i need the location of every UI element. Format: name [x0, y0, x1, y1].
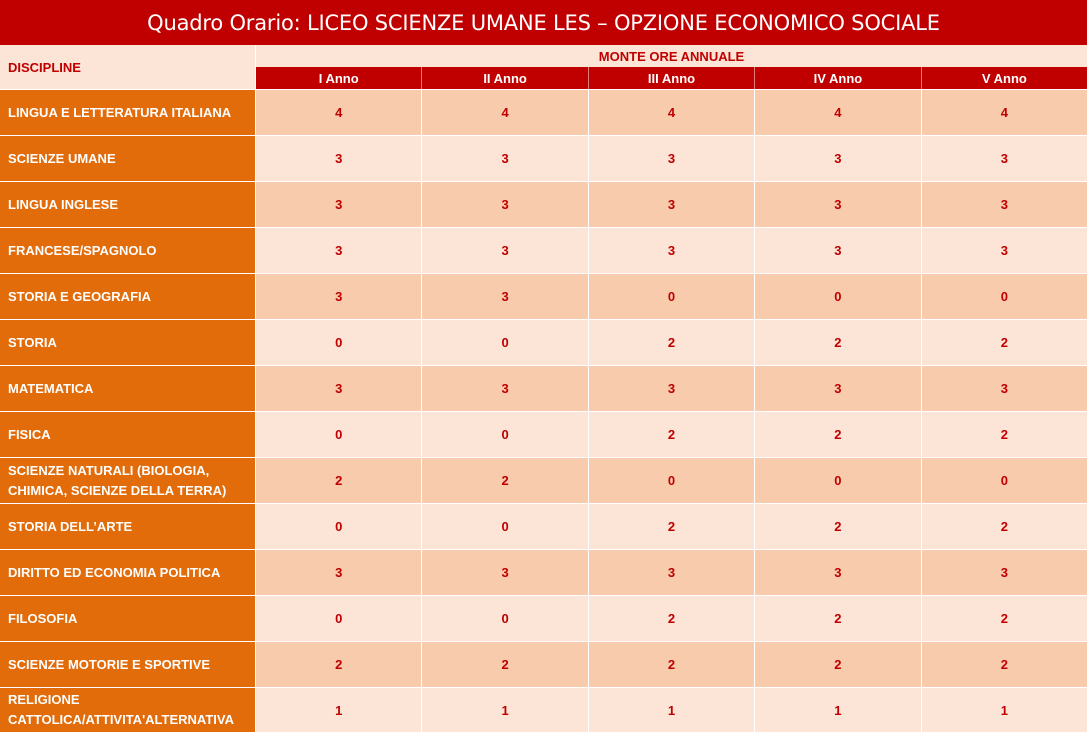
subject-name: SCIENZE UMANE — [0, 136, 256, 181]
hours-cell: 3 — [422, 366, 588, 411]
hours-cell: 0 — [755, 458, 921, 503]
monte-ore-header: MONTE ORE ANNUALE — [256, 45, 1087, 67]
subject-name: FISICA — [0, 412, 256, 457]
subject-name: MATEMATICA — [0, 366, 256, 411]
hours-cell: 2 — [256, 458, 422, 503]
hours-cell: 3 — [922, 550, 1087, 595]
hours-cell: 4 — [422, 90, 588, 135]
hours-cell: 3 — [755, 366, 921, 411]
subject-name: SCIENZE MOTORIE E SPORTIVE — [0, 642, 256, 687]
hours-cell: 3 — [422, 550, 588, 595]
hours-cell: 0 — [256, 504, 422, 549]
hours-cell: 2 — [755, 596, 921, 641]
table-row — [0, 273, 1087, 319]
hours-cell: 2 — [755, 642, 921, 687]
hours-cell: 2 — [922, 320, 1087, 365]
hours-cell: 4 — [755, 90, 921, 135]
hours-cell: 2 — [922, 642, 1087, 687]
hours-cell: 3 — [256, 136, 422, 181]
hours-cell: 2 — [922, 596, 1087, 641]
hours-cell: 0 — [589, 274, 755, 319]
hours-cell: 2 — [755, 412, 921, 457]
subject-name: RELIGIONE CATTOLICA/ATTIVITA'ALTERNATIVA — [0, 688, 256, 732]
hours-cell: 3 — [256, 228, 422, 273]
subject-name: DIRITTO ED ECONOMIA POLITICA — [0, 550, 256, 595]
hours-cell: 0 — [589, 458, 755, 503]
subject-name: LINGUA E LETTERATURA ITALIANA — [0, 90, 256, 135]
hours-cell: 3 — [422, 136, 588, 181]
hours-cell: 3 — [589, 550, 755, 595]
years-header-row — [256, 67, 1087, 89]
table-row — [0, 549, 1087, 595]
table-row — [0, 457, 1087, 503]
hours-cell: 3 — [755, 182, 921, 227]
hours-cell: 4 — [589, 90, 755, 135]
hours-cell: 3 — [589, 182, 755, 227]
table-row — [0, 687, 1087, 732]
hours-cell: 3 — [256, 182, 422, 227]
hours-cell: 3 — [422, 182, 588, 227]
table-header — [0, 45, 1087, 89]
hours-cell: 0 — [755, 274, 921, 319]
hours-cell: 4 — [256, 90, 422, 135]
hours-cell: 1 — [922, 688, 1087, 732]
hours-cell: 0 — [256, 320, 422, 365]
subject-name: SCIENZE NATURALI (BIOLOGIA, CHIMICA, SCIENZE DELLA TERRA) — [0, 458, 256, 503]
subject-name: LINGUA INGLESE — [0, 182, 256, 227]
table-body — [0, 89, 1087, 732]
hours-cell: 3 — [589, 228, 755, 273]
hours-cell: 0 — [922, 458, 1087, 503]
hours-cell: 0 — [422, 596, 588, 641]
hours-cell: 1 — [422, 688, 588, 732]
hours-cell: 0 — [422, 412, 588, 457]
disciplines-header: DISCIPLINE — [0, 45, 256, 89]
year-header-3: III Anno — [589, 67, 755, 89]
table-row — [0, 503, 1087, 549]
hours-cell: 1 — [755, 688, 921, 732]
year-header-2: II Anno — [422, 67, 588, 89]
table-row — [0, 595, 1087, 641]
hours-cell: 0 — [422, 320, 588, 365]
hours-cell: 0 — [422, 504, 588, 549]
subject-name: FILOSOFIA — [0, 596, 256, 641]
hours-cell: 3 — [922, 136, 1087, 181]
hours-cell: 3 — [422, 228, 588, 273]
hours-cell: 2 — [589, 596, 755, 641]
table-row — [0, 135, 1087, 181]
hours-cell: 0 — [922, 274, 1087, 319]
subject-name: STORIA E GEOGRAFIA — [0, 274, 256, 319]
hours-cell: 3 — [755, 550, 921, 595]
hours-cell: 3 — [755, 228, 921, 273]
year-header-5: V Anno — [981, 70, 1027, 86]
hours-cell: 3 — [256, 366, 422, 411]
hours-cell: 3 — [256, 274, 422, 319]
year-header-1: I Anno — [256, 67, 422, 89]
hours-cell: 2 — [755, 504, 921, 549]
hours-cell: 3 — [256, 550, 422, 595]
table-row — [0, 227, 1087, 273]
table-row — [0, 89, 1087, 135]
subject-name: STORIA — [0, 320, 256, 365]
monte-ore-block — [256, 45, 1087, 89]
table-row — [0, 641, 1087, 687]
subject-name: FRANCESE/SPAGNOLO — [0, 228, 256, 273]
year-header-4: IV Anno — [755, 67, 921, 89]
hours-cell: 3 — [755, 136, 921, 181]
hours-cell: 1 — [256, 688, 422, 732]
hours-cell: 3 — [589, 366, 755, 411]
table-row — [0, 411, 1087, 457]
hours-cell: 2 — [422, 458, 588, 503]
hours-cell: 0 — [256, 596, 422, 641]
hours-cell: 4 — [922, 90, 1087, 135]
hours-cell: 2 — [589, 504, 755, 549]
subject-name: STORIA DELL’ARTE — [0, 504, 256, 549]
hours-cell: 1 — [589, 688, 755, 732]
hours-cell: 2 — [422, 642, 588, 687]
hours-cell: 2 — [256, 642, 422, 687]
table-row — [0, 181, 1087, 227]
hours-cell: 2 — [755, 320, 921, 365]
hours-cell: 3 — [589, 136, 755, 181]
hours-cell: 2 — [922, 504, 1087, 549]
hours-cell: 3 — [922, 182, 1087, 227]
hours-cell: 3 — [422, 274, 588, 319]
hours-cell: 3 — [922, 366, 1087, 411]
table-row — [0, 365, 1087, 411]
hours-cell: 2 — [589, 320, 755, 365]
hours-cell: 2 — [589, 642, 755, 687]
hours-cell: 2 — [922, 412, 1087, 457]
table-row — [0, 319, 1087, 365]
page-title: Quadro Orario: LICEO SCIENZE UMANE LES – OPZIONE ECONOMICO SOCIALE — [0, 0, 1087, 45]
hours-cell: 3 — [922, 228, 1087, 273]
hours-cell: 0 — [256, 412, 422, 457]
hours-cell: 2 — [589, 412, 755, 457]
